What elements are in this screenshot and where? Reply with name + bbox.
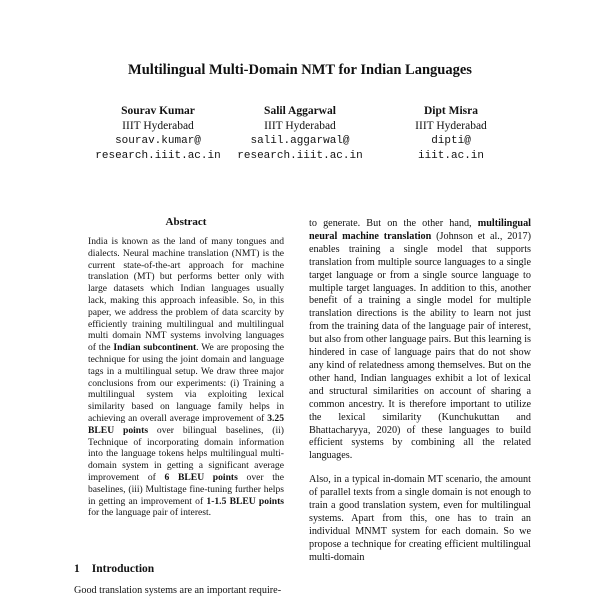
section-number: 1 (74, 563, 80, 575)
abstract-emphasis: 6 BLEU points (164, 471, 238, 483)
author-name: Sourav Kumar (121, 105, 195, 117)
author-email-line: iiit.ac.in (417, 150, 484, 162)
author-affiliation: IIIT Hyderabad (264, 120, 336, 132)
author-affiliation: IIIT Hyderabad (415, 120, 487, 132)
abstract-body (88, 236, 284, 519)
body-text: to generate. But on the other hand, (309, 218, 478, 229)
author-block (371, 104, 531, 164)
abstract-emphasis: 3.25 BLEU points (88, 412, 284, 436)
author-email-line: dipti@ (431, 135, 471, 147)
author-email-line: salil.aggarwal@ (250, 135, 350, 147)
abstract-text: India is known as the land of many tongues and dialects. Neural machine translation (NMT) is the current state-of-the-art approach for machine translation (MT) but performs better only with large datasets which Indian languages usually lack, making this approach infeasible. So, in this paper, we address the problem of data scarcity by efficiently training multilingual and multilingual multi domain NMT systems involving languages of the (88, 236, 284, 354)
right-column-body (309, 218, 531, 565)
author-affiliation: IIIT Hyderabad (122, 120, 194, 132)
author-email-line: research.iiit.ac.in (95, 150, 221, 162)
author-block (220, 104, 380, 164)
author-name: Dipt Misra (424, 105, 478, 117)
author-name: Salil Aggarwal (264, 105, 336, 117)
abstract-emphasis: 1-1.5 BLEU points (206, 495, 284, 507)
abstract-text: for the language pair of interest. (88, 507, 212, 519)
intro-text: Good translation systems are an important require- (74, 585, 282, 596)
abstract-text: over bilingual baselines, (ii) Technique of incorporating domain information into the language tokens helps multilingual multi-domain system in getting a significant average improvement of (88, 424, 284, 483)
author-block (78, 104, 238, 164)
abstract-paragraph (88, 236, 284, 519)
abstract-text: . We are proposing the technique for using the joint domain and language tags in a multilingual setup. We draw three major conclusions from our experiments: (i) Training a multilingual system via exploiting lexical similarity based on language family helps in achieving an overall average improvement of (88, 342, 285, 424)
abstract-text: over the baselines, (iii) Multistage fine-tuning further helps in getting an improvement of (88, 471, 284, 507)
abstract-emphasis: Indian subcontinent (113, 342, 197, 354)
paper-title: Multilingual Multi-Domain NMT for Indian Languages (128, 62, 472, 78)
section-heading (74, 563, 154, 575)
section-title: Introduction (91, 563, 155, 575)
body-emphasis: multilingual neural machine translation (309, 218, 531, 242)
body-paragraph: Also, in a typical in-domain MT scenario, the amount of parallel texts from a single domain is not enough to train a good translation system, even for multilingual systems. Apart from this, one has to train an individual MNMT system for each domain. So we propose a technique for creating efficient multilingual multi-domain (309, 474, 531, 563)
abstract-heading: Abstract (165, 216, 207, 228)
author-email-line: research.iiit.ac.in (237, 150, 363, 162)
author-email-line: sourav.kumar@ (115, 135, 201, 147)
body-text: (Johnson et al., 2017) enables training a single model that supports translation from multiple source languages to a single target language or from a single source language to multiple target languages. In addition to this, another benefit of a training a single model for multiple translation directions is the ability to learn not just from the training data of the language pair of interest, but also from other language pairs. But this learning is hindered in case of language pairs that do not show any kind of relatedness among themselves. But on the other hand, Indian languages exhibit a lot of lexical and structural similarities on account of sharing a common ancestry. It is therefore important to utilize the lexical similarity (Kunchukuttan and Bhattacharyya, 2020) of these languages to build efficient systems by combining all the related languages. (309, 230, 531, 462)
body-paragraph (309, 218, 531, 463)
